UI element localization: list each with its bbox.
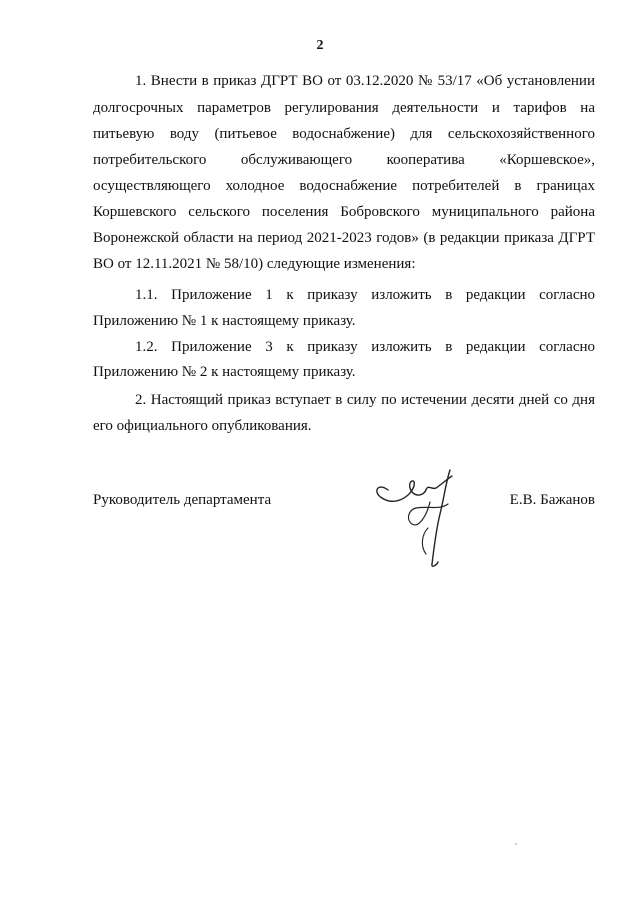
paragraph-2-line-1: 2. Настоящий приказ вступает в силу по истечении десяти дней со дня [135, 392, 595, 408]
handwritten-signature [370, 468, 480, 578]
paragraph-1-line-5: осуществляющего холодное водоснабжение потребителей в границах [93, 178, 595, 194]
paragraph-1-line-3: питьевую воду (питьевое водоснабжение) для сельскохозяйственного [93, 126, 595, 142]
paragraph-1-line-2: долгосрочных параметров регулирования деятельности и тарифов на [93, 100, 595, 116]
item-1-1-line-2: Приложению № 1 к настоящему приказу. [93, 313, 356, 329]
item-1-2-line-2: Приложению № 2 к настоящему приказу. [93, 364, 356, 380]
paragraph-2-line-2: его официального опубликования. [93, 418, 312, 434]
signature-block [93, 490, 595, 590]
paragraph-1-line-6: Коршевского сельского поселения Бобровского муниципального района [93, 204, 595, 220]
signatory-title: Руководитель департамента [93, 492, 272, 508]
item-1-2-line-1: 1.2. Приложение 3 к приказу изложить в редакции согласно [135, 339, 595, 355]
item-1-1-line-1: 1.1. Приложение 1 к приказу изложить в редакции согласно [135, 287, 595, 303]
paragraph-1-line-1: 1. Внести в приказ ДГРТ ВО от 03.12.2020 № 53/17 «Об установлении [135, 73, 595, 89]
paragraph-1-line-7: Воронежской области на период 2021-2023 годов» (в редакции приказа ДГРТ [93, 230, 595, 246]
paragraph-1-line-8: ВО от 12.11.2021 № 58/10) следующие изменения: [93, 256, 416, 272]
page-number: 2 [316, 38, 324, 53]
signatory-name: Е.В. Бажанов [509, 492, 595, 508]
paragraph-1-line-4: потребительского обслуживающего кооператива «Коршевское», [93, 152, 595, 168]
scan-speck [515, 843, 517, 845]
